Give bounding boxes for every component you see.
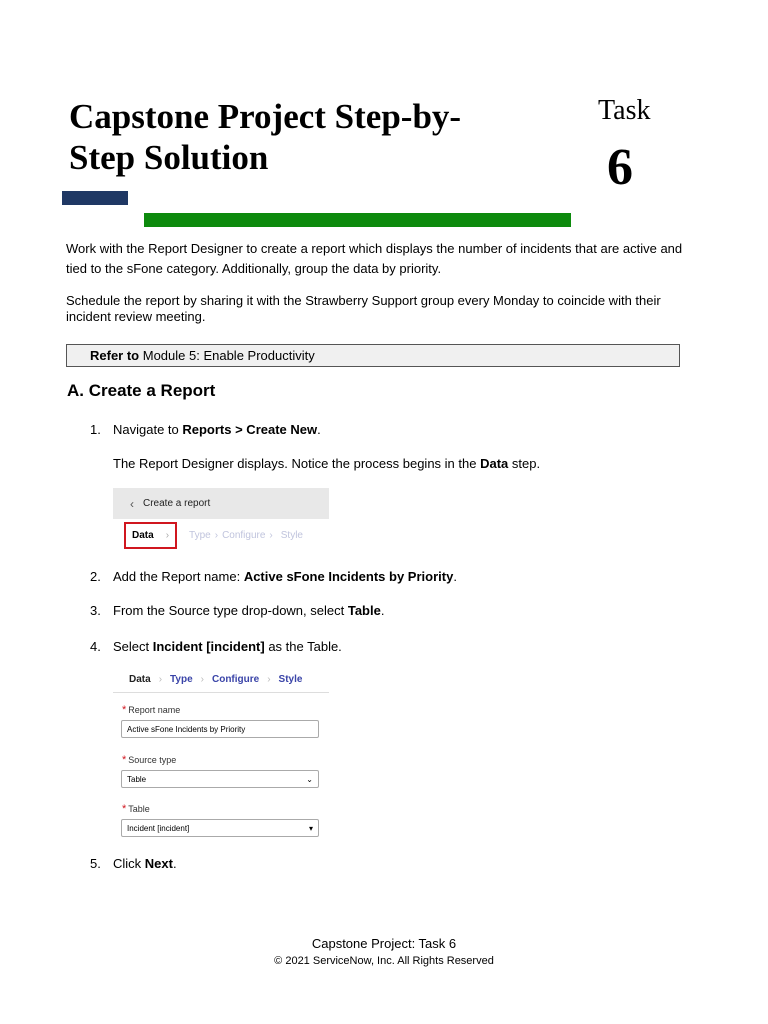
refer-to-label: Refer to [90,348,140,363]
tab-configure[interactable]: Configure [211,673,260,685]
table-select[interactable]: Incident [incident] ▾ [121,819,319,837]
step-text: Click [113,856,145,871]
footer-copyright: © 2021 ServiceNow, Inc. All Rights Reserved [274,955,494,967]
note-bold-text: Data [480,456,509,471]
intro-paragraph-2: Schedule the report by sharing it with the Strawberry Support group every Monday to coincide with their incident review meeting. [66,293,661,324]
task-label: Task [598,95,651,126]
required-asterisk: * [122,803,127,815]
step-text: Navigate to [113,422,183,437]
step-number: 3. [90,603,101,618]
document-title: Capstone Project Step-by-Step Solution [69,97,462,177]
section-heading: A. Create a Report [67,381,216,400]
step-text: Select [113,639,153,654]
step-number: 1. [90,422,101,437]
table-label: * Table [122,803,150,815]
chevron-right-icon: › [165,530,170,541]
step-number: 4. [90,639,101,654]
step-bold-text: Next [144,856,173,871]
step-1 [90,421,321,439]
chevron-down-icon: ⌄ [306,775,313,784]
designer-tabs [113,666,329,693]
designer-steps [113,519,329,552]
tab-type[interactable]: Type [170,673,193,685]
chevron-right-icon: › [267,673,271,685]
step-type[interactable]: Type [189,530,211,541]
required-asterisk: * [122,704,127,716]
chevron-right-icon: › [158,673,163,685]
report-name-label: * Report name [122,704,181,716]
step-text-end: . [380,603,385,618]
required-asterisk: * [122,754,127,766]
step-1-note [113,455,540,473]
step-text: From the Source type drop-down, select [113,603,348,618]
report-designer-screenshot-1 [113,488,329,552]
step-bold-text: Active sFone Incidents by Priority [243,569,454,584]
refer-to-box [66,344,680,367]
note-text-end: step. [508,456,541,471]
refer-to-text: Module 5: Enable Productivity [139,348,315,363]
step-text: Add the Report name: [113,569,244,584]
step-bold-text: Reports > Create New [182,422,318,437]
note-text: The Report Designer displays. Notice the process begins in the [113,456,481,471]
step-3 [90,602,384,620]
step-bold-text: Table [347,603,381,618]
footer-title: Capstone Project: Task 6 [311,936,457,951]
step-number: 2. [90,569,101,584]
step-text-end: as the Table. [264,639,342,654]
task-number: 6 [607,139,633,196]
step-data-highlighted[interactable]: Data › [124,522,177,549]
step-configure[interactable]: Configure [222,530,266,541]
source-type-label: * Source type [122,754,177,766]
chevron-right-icon: › [200,673,204,685]
tab-style[interactable]: Style [278,673,303,685]
report-designer-screenshot-2 [113,666,329,846]
step-text-end: . [453,569,457,584]
report-name-field[interactable]: Active sFone Incidents by Priority [121,720,319,738]
caret-down-icon: ▾ [308,824,313,833]
step-text-end: . [317,422,321,437]
source-type-select[interactable]: Table ⌄ [121,770,319,788]
step-5 [90,855,177,873]
step-text-end: . [172,856,177,871]
decorative-navy-bar [62,191,128,205]
chevron-right-icon: › [269,530,273,541]
chevron-left-icon[interactable]: ‹ [130,496,134,511]
chevron-right-icon: › [214,530,219,541]
step-2 [90,568,457,586]
create-report-title: Create a report [143,498,211,509]
step-4 [90,638,342,656]
tab-data[interactable]: Data [129,673,151,685]
intro-paragraph-1: Work with the Report Designer to create a report which displays the number of incidents that are active and tied to the sFone category. Additionally, group the data by priority. [66,241,683,276]
step-number: 5. [90,856,101,871]
decorative-green-bar [144,213,571,227]
step-bold-text: Incident [incident] [152,639,265,654]
step-style[interactable]: Style [280,530,303,541]
create-report-header [113,488,329,519]
